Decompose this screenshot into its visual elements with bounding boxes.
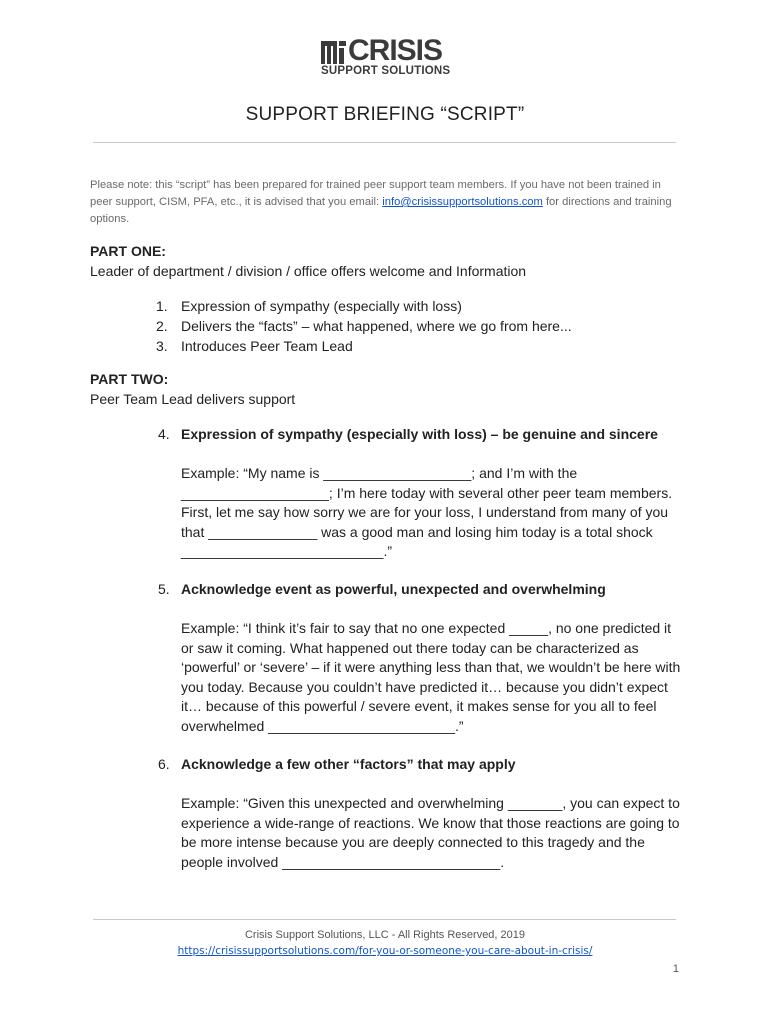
step-heading: Expression of sympathy (especially with loss) – be genuine and sincere xyxy=(181,426,658,442)
step-heading: Acknowledge event as powerful, unexpected and overwhelming xyxy=(181,581,606,597)
step-6-example: Example: “Given this unexpected and overwhelming _______, you can expect to experience a wide-range of reactions. We know that those reactions are going to be more intense because you are deeply connected to this tragedy and the people involved ____________________________. xyxy=(181,795,680,870)
step-number: 4. xyxy=(158,426,170,442)
step-number: 5. xyxy=(158,581,170,597)
step-number: 6. xyxy=(158,756,170,772)
list-item-number: 1. xyxy=(156,298,168,314)
logo-tagline: SUPPORT SOLUTIONS xyxy=(321,65,451,77)
part-two-heading: PART TWO: xyxy=(90,371,169,387)
list-item-number: 2. xyxy=(156,318,168,334)
step-heading: Acknowledge a few other “factors” that may apply xyxy=(181,756,516,772)
crisis-support-solutions-logo xyxy=(320,34,451,80)
list-item-text: Expression of sympathy (especially with loss) xyxy=(181,298,462,314)
header-divider xyxy=(93,142,676,143)
step-5-example: Example: “I think it’s fair to say that no one expected _____, no one predicted it or saw it coming. What happened out there today can be characterized as ‘powerful’ or ‘severe’ – if it were anything less than that, we wouldn’t be here with you today. Because you couldn’t have predicted it… because you didn’t expect it… because of this powerful / severe event, it makes sense for you all to feel overwhelmed ________________________.” xyxy=(181,620,681,734)
logo-mark-icon xyxy=(320,38,348,64)
training-note xyxy=(90,177,680,228)
logo-wordmark: CRISIS xyxy=(348,34,443,67)
website-link[interactable]: https://crisissupportsolutions.com/for-you-or-someone-you-care-about-in-crisis/ xyxy=(177,945,593,957)
note-text-start: Please note: this “script” has been prepared for trained peer support team members. If you have not been trained in peer support, CISM, PFA, etc., it is advised that you email: xyxy=(90,179,661,208)
part-one-subtitle: Leader of department / division / office offers welcome and Information xyxy=(90,263,527,279)
part-one-heading: PART ONE: xyxy=(90,243,166,259)
list-item-number: 3. xyxy=(156,338,168,354)
footer-link-row xyxy=(0,945,770,957)
page-title: SUPPORT BRIEFING “SCRIPT” xyxy=(245,104,525,125)
page-number: 1 xyxy=(672,963,679,975)
step-4-example: Example: “My name is ___________________; and I’m with the ___________________; I’m here today with several other peer team members. First, let me say how sorry we are for your loss, I understand from many of you that ______________ was a good man and losing him today is a total shock __________________________.” xyxy=(181,465,673,559)
list-item-text: Delivers the “facts” – what happened, where we go from here... xyxy=(181,318,572,334)
note-text-end: for directions and training options. xyxy=(90,196,672,225)
email-link[interactable]: info@crisissupportsolutions.com xyxy=(382,196,543,208)
footer-divider xyxy=(93,919,676,920)
copyright-text: Crisis Support Solutions, LLC - All Rights Reserved, 2019 xyxy=(244,929,526,941)
list-item-text: Introduces Peer Team Lead xyxy=(181,338,353,354)
part-two-subtitle: Peer Team Lead delivers support xyxy=(90,391,296,407)
